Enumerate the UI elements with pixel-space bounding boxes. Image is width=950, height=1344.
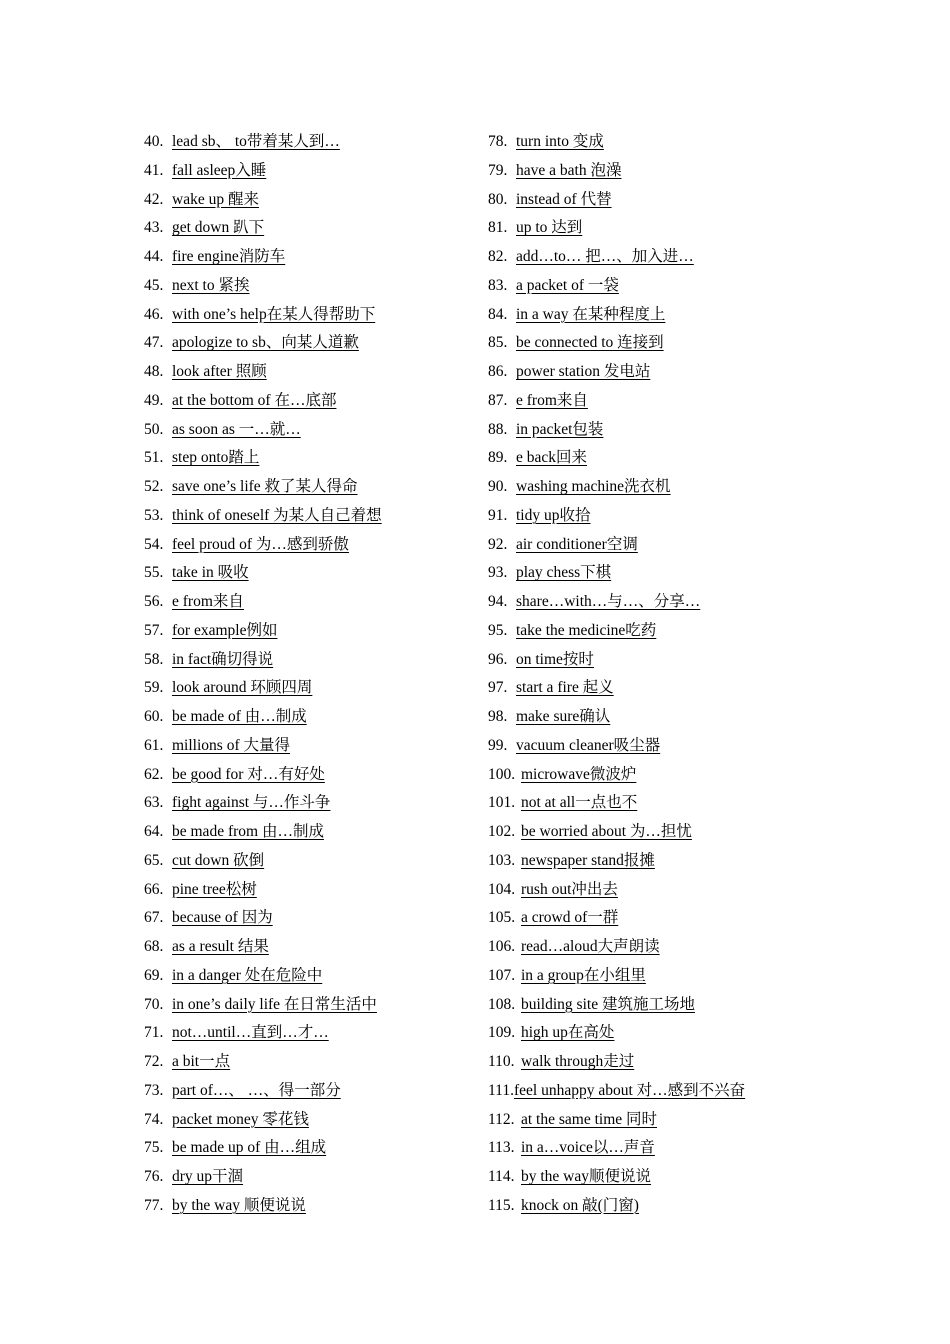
phrase-text: be good for 对…有好处 xyxy=(172,765,325,783)
phrase-text: look after 照顾 xyxy=(172,363,267,380)
phrase-list-item xyxy=(488,387,928,416)
item-number: 69. xyxy=(144,966,164,984)
phrase-list-left xyxy=(144,128,474,1221)
phrase-text: at the same time 同时 xyxy=(521,1110,658,1128)
phrase-list-item xyxy=(144,1192,474,1221)
phrase-list-item xyxy=(144,703,474,732)
item-number: 63. xyxy=(144,794,164,812)
phrase-text: at the bottom of 在…底部 xyxy=(172,391,337,409)
phrase-list-item xyxy=(488,674,928,703)
phrase-text: part of…、 …、得一部分 xyxy=(172,1081,341,1099)
item-number: 62. xyxy=(144,765,164,783)
phrase-text: save one’s life 救了某人得命 xyxy=(172,478,358,495)
item-number: 68. xyxy=(144,938,164,955)
item-number: 99. xyxy=(488,736,508,754)
item-number: 112. xyxy=(488,1110,515,1128)
phrase-list-item xyxy=(488,243,928,272)
phrase-text: millions of 大量得 xyxy=(172,736,290,754)
phrase-list-item xyxy=(488,962,928,991)
phrase-list-item xyxy=(144,243,474,272)
item-number: 102. xyxy=(488,823,516,840)
item-number: 43. xyxy=(144,219,164,237)
phrase-text: play chess下棋 xyxy=(516,564,612,582)
item-number: 107. xyxy=(488,966,516,984)
item-number: 108. xyxy=(488,995,516,1013)
phrase-text: wake up 醒来 xyxy=(172,190,259,208)
phrase-text: e from来自 xyxy=(172,593,244,610)
item-number: 81. xyxy=(488,219,508,237)
phrase-list-item xyxy=(144,588,474,617)
item-number: 114. xyxy=(488,1168,515,1185)
phrase-text: fire engine消防车 xyxy=(172,248,286,265)
phrase-list-item xyxy=(488,617,928,646)
phrase-list-item xyxy=(144,904,474,933)
item-number: 42. xyxy=(144,190,164,208)
phrase-list-item xyxy=(144,559,474,588)
phrase-text: be made up of 由…组成 xyxy=(172,1139,327,1157)
item-number: 103. xyxy=(488,851,516,869)
item-number: 113. xyxy=(488,1139,515,1157)
phrase-list-item xyxy=(144,157,474,186)
phrase-list-item xyxy=(144,1106,474,1135)
phrase-text: on time按时 xyxy=(516,650,594,668)
phrase-text: walk through走过 xyxy=(521,1053,635,1070)
phrase-list-item xyxy=(488,301,928,330)
phrase-list-item xyxy=(144,301,474,330)
phrase-list-item xyxy=(488,272,928,301)
phrase-text: instead of 代替 xyxy=(516,190,612,208)
phrase-list-item xyxy=(488,186,928,215)
phrase-list-item xyxy=(488,1019,928,1048)
phrase-text: pine tree松树 xyxy=(172,880,257,898)
phrase-list-item xyxy=(488,991,928,1020)
item-number: 93. xyxy=(488,564,508,582)
phrase-list-item xyxy=(488,847,928,876)
phrase-list-item xyxy=(488,1077,928,1106)
item-number: 71. xyxy=(144,1024,164,1042)
phrase-text: vacuum cleaner吸尘器 xyxy=(516,736,661,754)
phrase-list-item xyxy=(144,674,474,703)
phrase-text: be made of 由…制成 xyxy=(172,708,307,725)
phrase-list-item xyxy=(144,1077,474,1106)
phrase-text: not…until…直到…才… xyxy=(172,1024,329,1042)
item-number: 78. xyxy=(488,133,508,150)
phrase-text: in one’s daily life 在日常生活中 xyxy=(172,995,377,1013)
phrase-text: step onto踏上 xyxy=(172,449,260,467)
phrase-text: share…with…与…、分享… xyxy=(516,593,701,610)
phrase-text: as a result 结果 xyxy=(172,938,269,955)
phrase-text: apologize to sb、向某人道歉 xyxy=(172,334,359,352)
phrase-list-item xyxy=(488,732,928,761)
phrase-list-item xyxy=(144,991,474,1020)
phrase-text: take the medicine吃药 xyxy=(516,621,657,639)
phrase-list-item xyxy=(488,502,928,531)
phrase-text: up to 达到 xyxy=(516,219,583,237)
item-number: 76. xyxy=(144,1168,164,1185)
item-number: 91. xyxy=(488,506,508,524)
item-number: 57. xyxy=(144,621,164,639)
phrase-text: a crowd of一群 xyxy=(521,909,619,927)
item-number: 104. xyxy=(488,880,516,898)
item-number: 51. xyxy=(144,449,164,467)
item-number: 115. xyxy=(488,1196,515,1214)
phrase-text: feel unhappy about 对…感到不兴奋 xyxy=(513,1081,746,1099)
item-number: 61. xyxy=(144,736,164,754)
phrase-list-item xyxy=(488,1192,928,1221)
item-number: 79. xyxy=(488,161,508,179)
phrase-list-item xyxy=(488,128,928,157)
item-number: 64. xyxy=(144,823,164,840)
phrase-list-item xyxy=(144,646,474,675)
phrase-list-item xyxy=(488,646,928,675)
phrase-list-item xyxy=(144,1163,474,1192)
item-number: 70. xyxy=(144,995,164,1013)
phrase-list-item xyxy=(488,588,928,617)
phrase-text: lead sb、 to带着某人到… xyxy=(172,133,340,150)
item-number: 52. xyxy=(144,478,164,495)
phrase-text: a packet of 一袋 xyxy=(516,276,619,294)
phrase-text: in a…voice以…声音 xyxy=(521,1139,655,1157)
phrase-text: packet money 零花钱 xyxy=(172,1110,309,1128)
item-number: 72. xyxy=(144,1053,164,1070)
phrase-list-item xyxy=(488,1134,928,1163)
phrase-text: think of oneself 为某人自己着想 xyxy=(172,506,382,524)
item-number: 55. xyxy=(144,564,164,582)
phrase-list-item xyxy=(488,473,928,502)
phrase-text: in packet包装 xyxy=(516,420,604,438)
phrase-text: knock on 敲(门窗) xyxy=(521,1196,639,1214)
phrase-list-item xyxy=(488,876,928,905)
item-number: 54. xyxy=(144,535,164,553)
phrase-text: turn into 变成 xyxy=(516,133,604,150)
item-number: 110. xyxy=(488,1053,515,1070)
phrase-text: fight against 与…作斗争 xyxy=(172,794,331,812)
phrase-list-item xyxy=(144,789,474,818)
item-number: 60. xyxy=(144,708,164,725)
item-number: 59. xyxy=(144,679,164,697)
phrase-list-item xyxy=(144,761,474,790)
phrase-text: by the way顺便说说 xyxy=(521,1168,652,1185)
phrase-list-item xyxy=(144,416,474,445)
phrase-list-item xyxy=(488,531,928,560)
item-number: 46. xyxy=(144,305,164,323)
phrase-text: in a group在小组里 xyxy=(521,966,646,984)
item-number: 67. xyxy=(144,909,164,927)
phrase-list-item xyxy=(488,157,928,186)
item-number: 87. xyxy=(488,391,508,409)
item-number: 101. xyxy=(488,794,516,812)
phrase-list-item xyxy=(144,502,474,531)
phrase-text: washing machine洗衣机 xyxy=(516,478,671,495)
item-number: 50. xyxy=(144,420,164,438)
phrase-list-item xyxy=(488,933,928,962)
phrase-list-item xyxy=(144,387,474,416)
phrase-list-item xyxy=(144,933,474,962)
item-number: 66. xyxy=(144,880,164,898)
phrase-list-item xyxy=(488,329,928,358)
phrase-list-item xyxy=(488,214,928,243)
phrase-text: microwave微波炉 xyxy=(521,765,637,783)
phrase-text: be made from 由…制成 xyxy=(172,823,324,840)
item-number: 86. xyxy=(488,363,508,380)
item-number: 82. xyxy=(488,248,508,265)
item-number: 56. xyxy=(144,593,164,610)
item-number: 58. xyxy=(144,650,164,668)
item-number: 75. xyxy=(144,1139,164,1157)
phrase-text: as soon as 一…就… xyxy=(172,420,301,438)
phrase-list-item xyxy=(144,818,474,847)
phrase-list-item xyxy=(488,1163,928,1192)
item-number: 80. xyxy=(488,190,508,208)
phrase-text: newspaper stand报摊 xyxy=(521,851,655,869)
phrase-list-right xyxy=(488,128,928,1221)
item-number: 85. xyxy=(488,334,508,352)
phrase-list-item xyxy=(144,329,474,358)
item-number: 73. xyxy=(144,1081,164,1099)
phrase-text: for example例如 xyxy=(172,621,278,639)
phrase-list-item xyxy=(144,1019,474,1048)
item-number: 74. xyxy=(144,1110,164,1128)
phrase-text: high up在高处 xyxy=(521,1024,615,1042)
phrase-text: be connected to 连接到 xyxy=(516,334,664,352)
phrase-text: e back回来 xyxy=(516,449,588,467)
phrase-list-item xyxy=(488,559,928,588)
phrase-text: next to 紧挨 xyxy=(172,276,250,294)
phrase-text: because of 因为 xyxy=(172,909,273,927)
phrase-text: e from来自 xyxy=(516,391,588,409)
phrase-text: read…aloud大声朗读 xyxy=(521,938,660,955)
phrase-list-item xyxy=(488,444,928,473)
item-number: 47. xyxy=(144,334,164,352)
phrase-list-item xyxy=(144,272,474,301)
phrase-text: feel proud of 为…感到骄傲 xyxy=(172,535,349,553)
item-number: 45. xyxy=(144,276,164,294)
phrase-list-item xyxy=(144,847,474,876)
phrase-list-item xyxy=(488,818,928,847)
phrase-text: in a danger 处在危险中 xyxy=(172,966,323,984)
phrase-text: not at all一点也不 xyxy=(521,794,638,812)
item-number: 90. xyxy=(488,478,508,495)
phrase-list-item xyxy=(144,531,474,560)
phrase-text: power station 发电站 xyxy=(516,363,651,380)
item-number: 65. xyxy=(144,851,164,869)
item-number: 111. xyxy=(488,1081,514,1099)
phrase-text: make sure确认 xyxy=(516,708,611,725)
phrase-text: building site 建筑施工场地 xyxy=(521,995,695,1013)
phrase-text: have a bath 泡澡 xyxy=(516,161,622,179)
phrase-list-item xyxy=(488,703,928,732)
phrase-list-item xyxy=(488,416,928,445)
item-number: 105. xyxy=(488,909,516,927)
phrase-text: look around 环顾四周 xyxy=(172,679,313,697)
phrase-list-item xyxy=(488,761,928,790)
phrase-text: be worried about 为…担忧 xyxy=(521,823,692,840)
item-number: 53. xyxy=(144,506,164,524)
phrase-text: by the way 顺便说说 xyxy=(172,1196,306,1214)
phrase-list-item xyxy=(488,1106,928,1135)
phrase-list-item xyxy=(144,1048,474,1077)
phrase-list-item xyxy=(144,876,474,905)
phrase-list-item xyxy=(144,1134,474,1163)
item-number: 84. xyxy=(488,305,508,323)
item-number: 88. xyxy=(488,420,508,438)
phrase-text: a bit一点 xyxy=(172,1053,231,1070)
phrase-list-item xyxy=(144,473,474,502)
item-number: 109. xyxy=(488,1024,516,1042)
item-number: 96. xyxy=(488,650,508,668)
phrase-text: fall asleep入睡 xyxy=(172,161,267,179)
item-number: 95. xyxy=(488,621,508,639)
phrase-list-item xyxy=(144,962,474,991)
phrase-list-item xyxy=(144,358,474,387)
phrase-text: rush out冲出去 xyxy=(521,880,618,898)
item-number: 77. xyxy=(144,1196,164,1214)
phrase-text: get down 趴下 xyxy=(172,219,265,237)
phrase-text: in a way 在某种程度上 xyxy=(516,305,666,323)
phrase-list-item xyxy=(144,128,474,157)
item-number: 49. xyxy=(144,391,164,409)
phrase-list-item xyxy=(488,789,928,818)
phrase-list-item xyxy=(144,214,474,243)
phrase-text: with one’s help在某人得帮助下 xyxy=(172,305,376,323)
phrase-list-item xyxy=(488,358,928,387)
item-number: 94. xyxy=(488,593,508,610)
item-number: 44. xyxy=(144,248,164,265)
phrase-list-item xyxy=(488,904,928,933)
phrase-list-item xyxy=(144,444,474,473)
item-number: 98. xyxy=(488,708,508,725)
phrase-text: air conditioner空调 xyxy=(516,535,638,553)
item-number: 40. xyxy=(144,133,164,150)
phrase-text: dry up干涸 xyxy=(172,1168,244,1185)
phrase-text: start a fire 起义 xyxy=(516,679,614,697)
item-number: 48. xyxy=(144,363,164,380)
phrase-list-item xyxy=(488,1048,928,1077)
item-number: 89. xyxy=(488,449,508,467)
item-number: 106. xyxy=(488,938,516,955)
phrase-text: take in 吸收 xyxy=(172,564,249,582)
item-number: 92. xyxy=(488,535,508,553)
phrase-text: tidy up收拾 xyxy=(516,506,591,524)
item-number: 100. xyxy=(488,765,516,783)
phrase-list-item xyxy=(144,617,474,646)
phrase-list-item xyxy=(144,732,474,761)
phrase-text: cut down 砍倒 xyxy=(172,851,265,869)
item-number: 97. xyxy=(488,679,508,697)
phrase-list-item xyxy=(144,186,474,215)
item-number: 41. xyxy=(144,161,164,179)
phrase-text: in fact确切得说 xyxy=(172,650,274,668)
item-number: 83. xyxy=(488,276,508,294)
phrase-text: add…to… 把…、加入进… xyxy=(516,248,694,265)
